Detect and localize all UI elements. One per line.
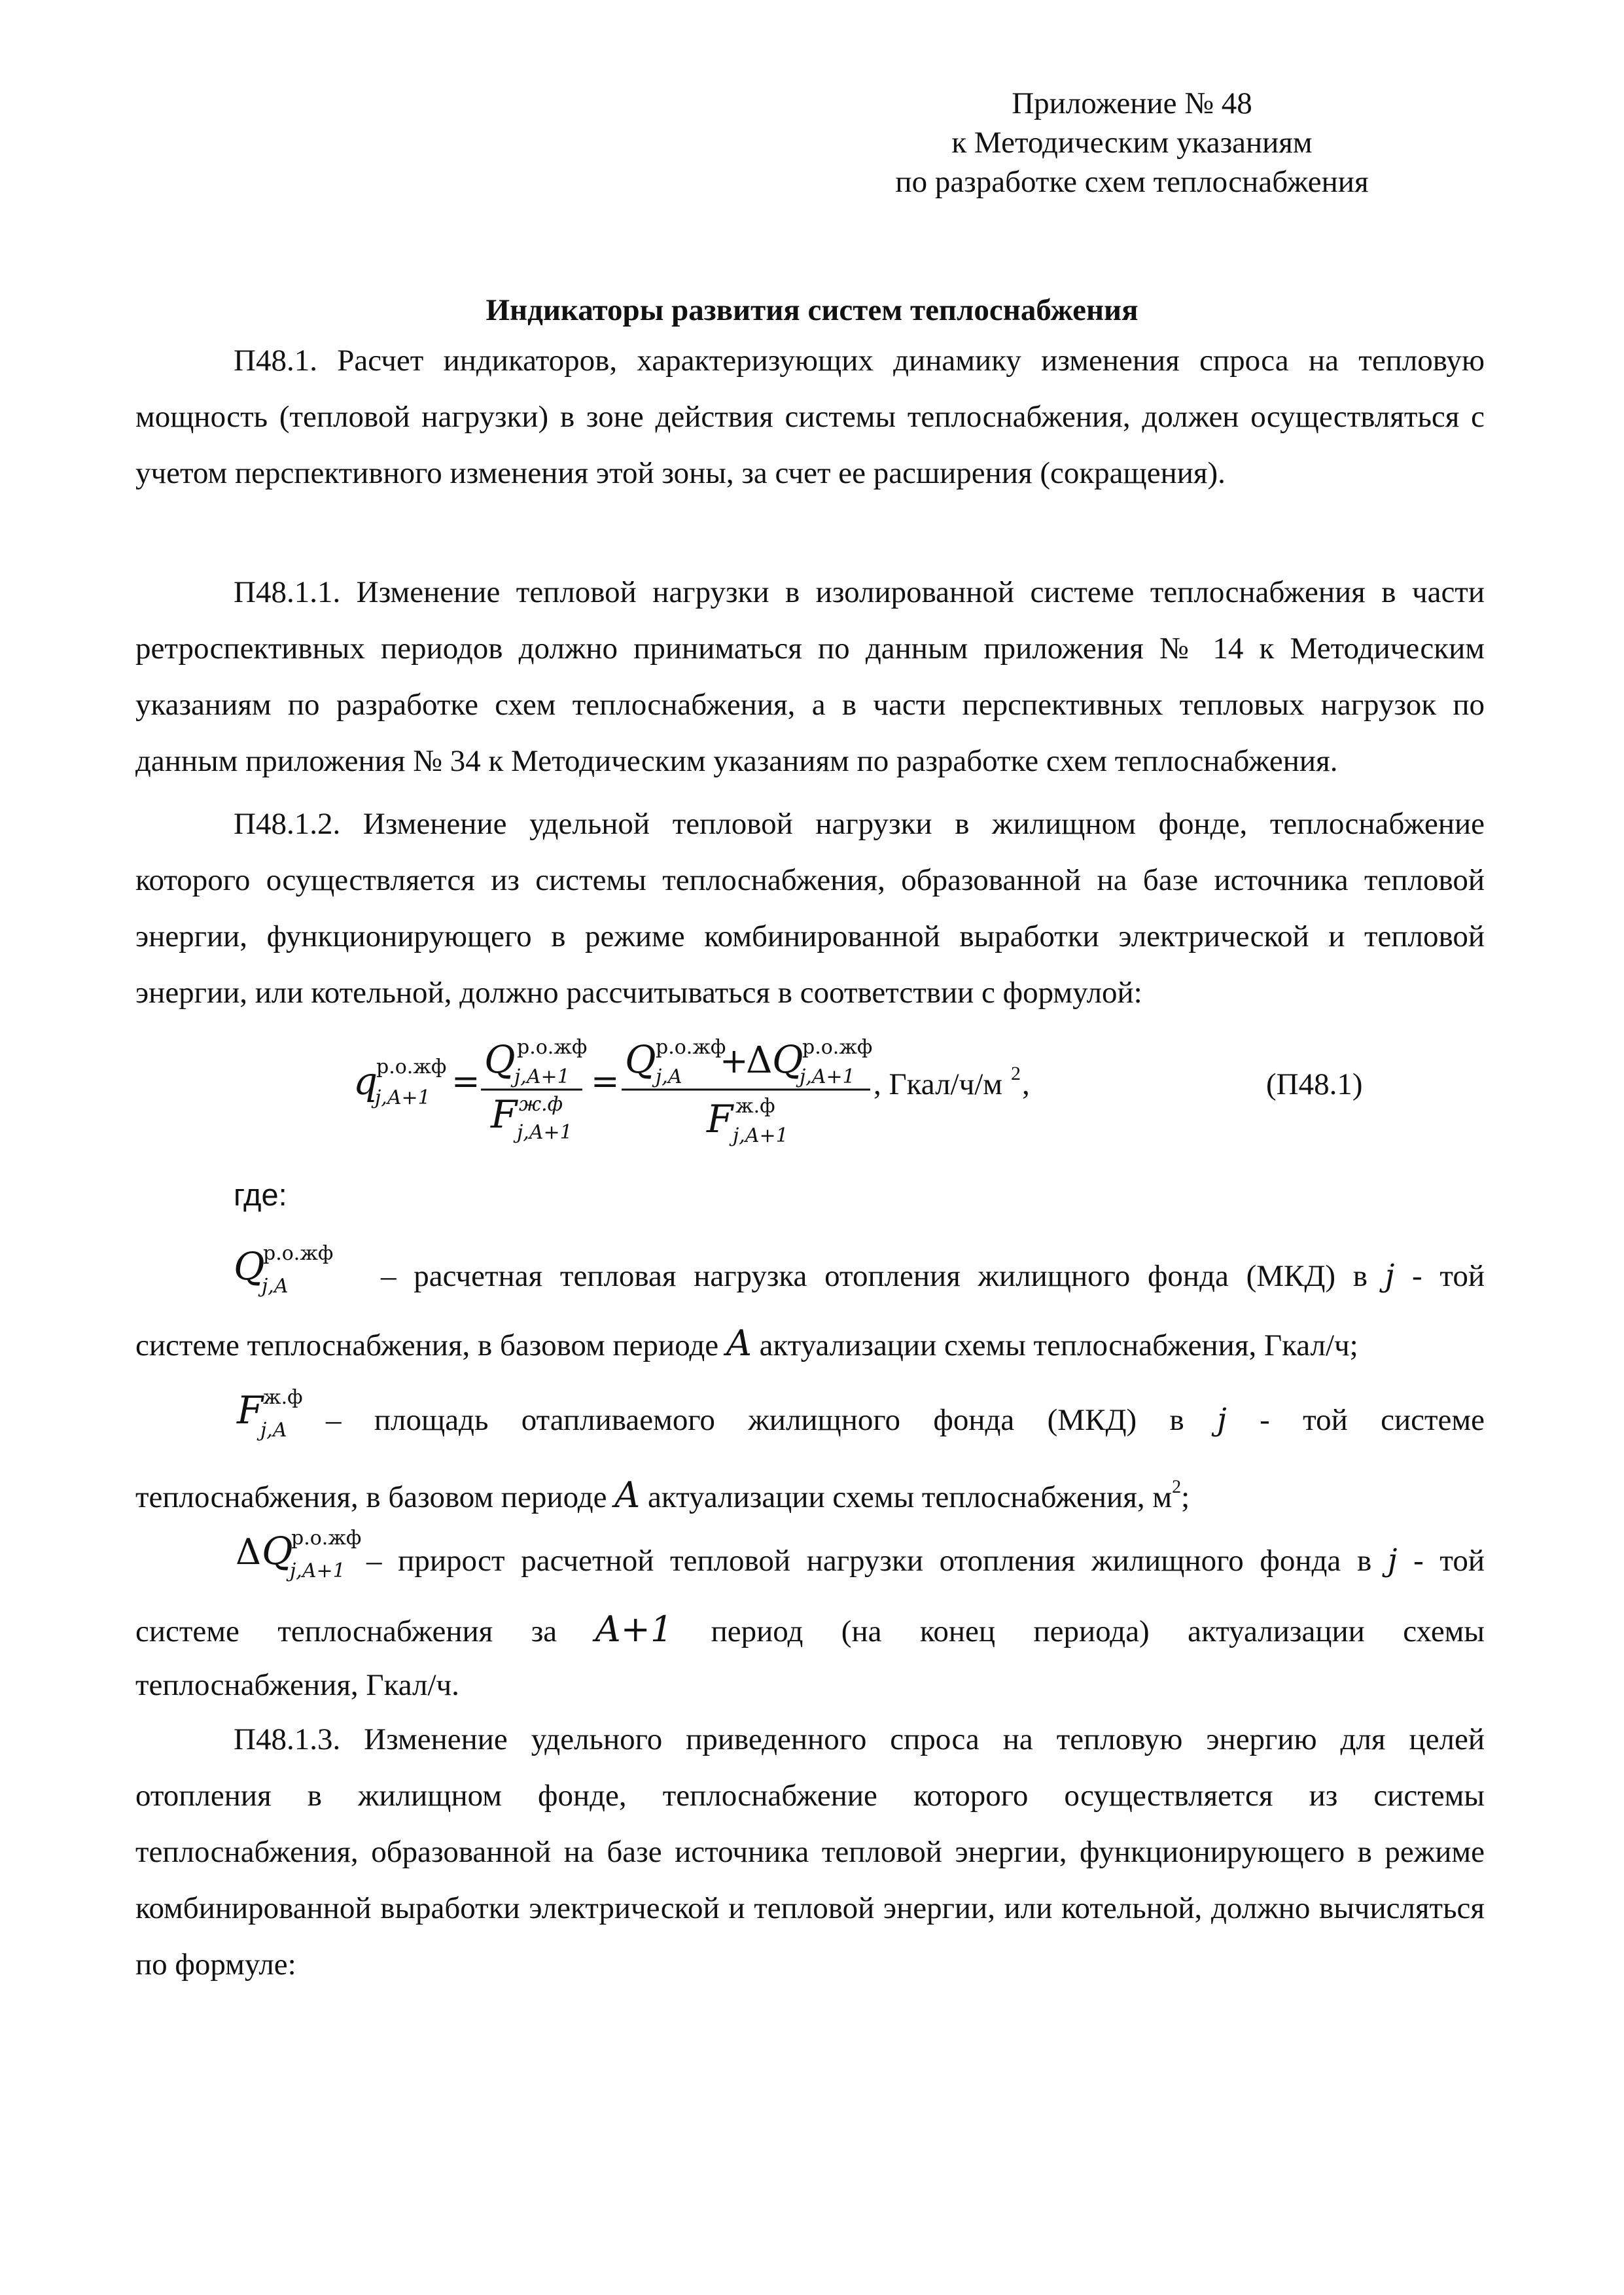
paragraph-p48-1-3: П48.1.3. Изменение удельного приведенного спроса на тепловую энергию для целей отопления в жилищном фонде, теплоснабжение которого осуществляется из системы теплоснабжения, образованной на базе источника тепловой энергии, функционирующего в режиме комбинированной выработки электрической и тепловой энергии, или котельной, должно вычисляться по формуле: (135, 1722, 1485, 1982)
symbol-F-sup: ж.ф (263, 1386, 303, 1409)
symbol-F-sub: j,A (260, 1419, 287, 1442)
page-title: Индикаторы развития систем теплоснабжения (485, 293, 1139, 327)
formula-q-sub: j,A+1 (375, 1086, 431, 1109)
symbol-dQ-sup: р.о.жф (291, 1527, 362, 1550)
formula-frac1-den-sub: j,A+1 (517, 1121, 573, 1144)
symbol-dQ-letter: Q (262, 1529, 293, 1573)
definition-3-line-2b: период (на конец периода) актуализации схемы (711, 1614, 1485, 1648)
definition-3-line-2a: системе теплоснабжения за (135, 1614, 557, 1648)
definition-2-end: ; (1181, 1480, 1190, 1514)
formula-frac1-den-F: F (491, 1092, 518, 1137)
definition-1-line-2 (135, 1324, 1485, 1365)
formula-q-sup: р.о.жф (376, 1056, 447, 1078)
symbol-dQ-jA1 (230, 1517, 361, 1589)
formula-equals-2: = (591, 1062, 620, 1101)
formula-frac2-num-dQ-sup: р.о.жф (802, 1036, 873, 1059)
symbol-dQ-delta: Δ (236, 1531, 261, 1573)
definition-2-j: j (1217, 1402, 1227, 1438)
formula-frac2-den-sup: ж.ф (735, 1095, 775, 1118)
definition-2-exponent: 2 (1172, 1477, 1182, 1497)
paragraph-p48-1: П48.1. Расчет индикаторов, характеризующих динамику изменения спроса на тепловую мощность (тепловой нагрузки) в зоне действия системы теплоснабжения, должен осуществляться с учетом перспективного изменения этой зоны, за счет ее расширения (сокращения). (135, 344, 1485, 490)
definition-1-tail: - той (1412, 1259, 1485, 1293)
formula-frac1-num-Q: Q (484, 1037, 516, 1082)
formula-frac2-num-dQ: Q (772, 1037, 803, 1082)
definition-2-tail: - той системе (1260, 1403, 1485, 1437)
formula-plus: + (720, 1042, 749, 1081)
formula-frac1-den-sup: ж.ф (519, 1093, 563, 1116)
formula-frac2-num-dQ-sub: j,A+1 (800, 1065, 855, 1088)
where-label: где: (234, 1177, 287, 1212)
symbol-dQ-sub: j,A+1 (290, 1559, 345, 1582)
formula-frac2-num-sup: р.о.жф (656, 1036, 726, 1059)
definition-3-A-plus-1: A+1 (595, 1609, 673, 1650)
definition-1-line-2b: актуализации схемы теплоснабжения, Гкал/ч; (759, 1328, 1358, 1362)
formula-frac2-den-F: F (707, 1097, 733, 1141)
definition-2-line-2a: теплоснабжения, в базовом периоде (135, 1480, 607, 1514)
definition-2-line-1 (326, 1400, 1485, 1440)
definition-3-tail: - той (1413, 1544, 1485, 1578)
definition-2-A: A (614, 1474, 641, 1516)
formula-number: (П48.1) (1266, 1067, 1363, 1101)
formula-units: , Гкал/ч/м (874, 1067, 1003, 1101)
formula-q-symbol: q (353, 1059, 378, 1103)
symbol-Q-jA (230, 1234, 334, 1306)
symbol-F-letter: F (237, 1388, 264, 1432)
definition-2-text: – площадь отапливаемого жилищного фонда (МКД) в (326, 1403, 1184, 1437)
paragraph-p48-1-1: П48.1.1. Изменение тепловой нагрузки в изолированной системе теплоснабжения в части ретроспективных периодов должно приниматься по данным приложения № 14 к Методическим указаниям по разработке схем теплоснабжения, а в части перспективных тепловых нагрузок по данным приложения № 34 к Методическим указаниям по разработке схем теплоснабжения. (135, 575, 1485, 778)
appendix-header (838, 84, 1426, 202)
definition-1-A: A (726, 1323, 752, 1364)
symbol-Q-sup: р.о.жф (263, 1242, 334, 1265)
formula-units-tail: , (1022, 1067, 1030, 1101)
symbol-Q-sub: j,A (262, 1275, 289, 1298)
formula-units-exponent: 2 (1011, 1063, 1021, 1084)
formula-p48-1 (0, 1018, 1624, 1148)
formula-frac1-num-sub: j,A+1 (514, 1065, 570, 1088)
formula-frac2-num-Q: Q (625, 1037, 656, 1082)
formula-svg (0, 1018, 1624, 1148)
definition-1-line-2a: системе теплоснабжения, в базовом периоде (135, 1328, 719, 1362)
definition-2-line-2 (135, 1468, 1485, 1517)
definition-3-line-3: теплоснабжения, Гкал/ч. (135, 1668, 459, 1702)
definition-2-line-2b: актуализации схемы теплоснабжения, м (648, 1480, 1173, 1514)
formula-delta: Δ (746, 1039, 773, 1082)
definition-1-line-1 (381, 1256, 1485, 1296)
definition-3-text: – прирост расчетной тепловой нагрузки отопления жилищного фонда в (366, 1544, 1372, 1578)
definition-1-text: – расчетная тепловая нагрузка отопления жилищного фонда (МКД) в (381, 1259, 1368, 1293)
paragraph-p48-1-2: П48.1.2. Изменение удельной тепловой нагрузки в жилищном фонде, теплоснабжение которого осуществляется из системы теплоснабжения, образованной на базе источника тепловой энергии, функционирующего в режиме комбинированной выработки электрической и тепловой энергии, или котельной, должно рассчитываться в соответствии с формулой: (135, 807, 1485, 1010)
formula-frac2-den-sub: j,A+1 (733, 1124, 788, 1147)
appendix-number: Приложение № 48 (1012, 86, 1252, 120)
appendix-subject: по разработке схем теплоснабжения (895, 165, 1369, 199)
definition-3-line-2 (135, 1610, 1485, 1651)
appendix-reference: к Методическим указаниям (951, 126, 1313, 160)
definition-3-j: j (1387, 1542, 1398, 1578)
definition-1-j: j (1385, 1258, 1395, 1294)
formula-frac2-num-sub: j,A (656, 1065, 682, 1088)
definition-3-line-1 (366, 1541, 1485, 1580)
symbol-F-jA (230, 1378, 309, 1450)
symbol-Q-letter: Q (234, 1244, 265, 1289)
formula-equals-1: = (451, 1062, 480, 1101)
formula-frac1-num-sup: р.о.жф (517, 1036, 588, 1059)
